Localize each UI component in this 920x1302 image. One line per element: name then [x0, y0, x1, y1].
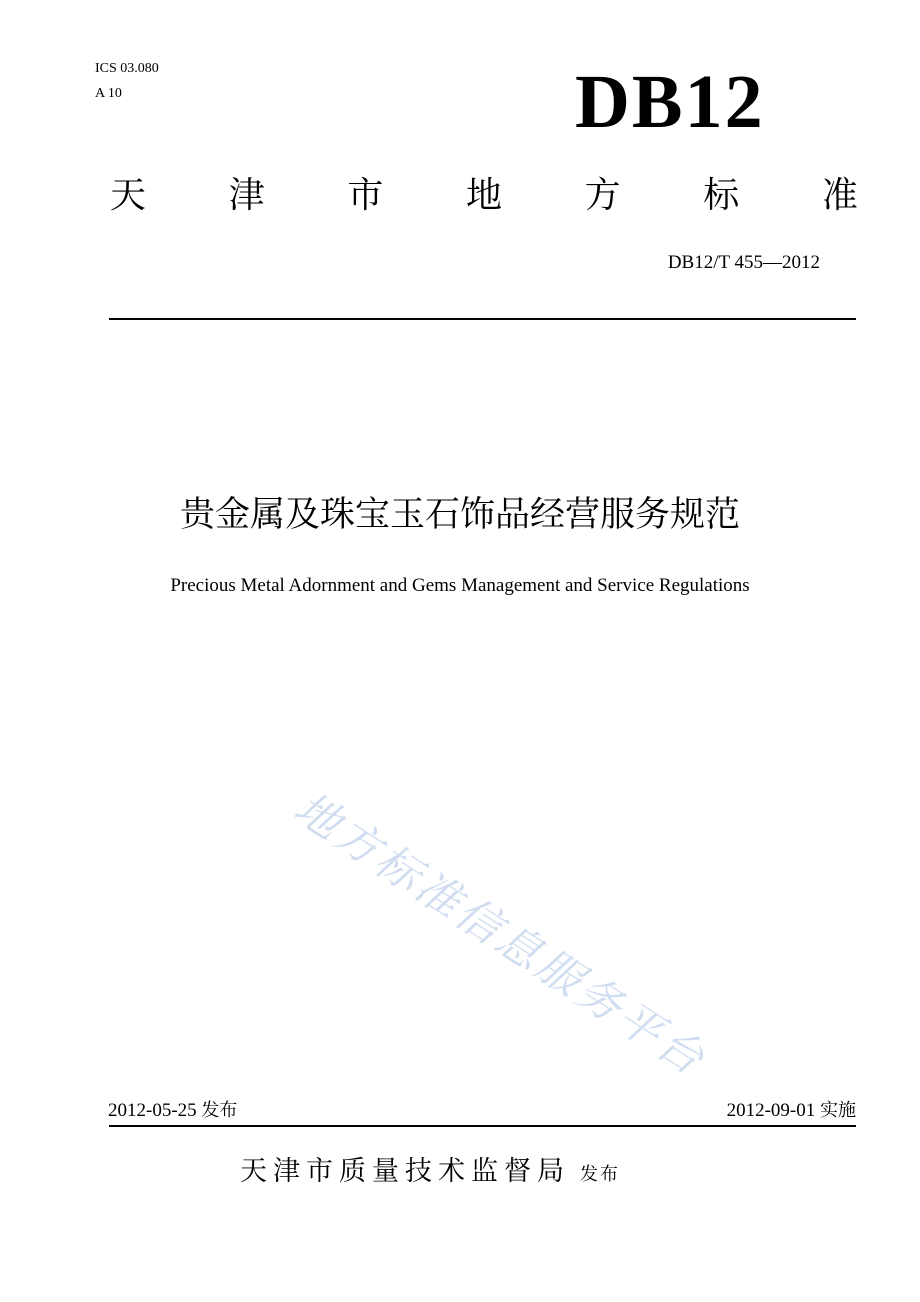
ccs-code: A 10 — [95, 86, 122, 101]
standard-type-char: 方 — [584, 175, 621, 216]
standard-type-char: 津 — [228, 175, 265, 216]
standard-type-char: 市 — [347, 175, 384, 216]
issuer-line — [240, 1150, 740, 1194]
standard-number: DB12/T 455—2012 — [667, 252, 820, 273]
standard-type-char: 准 — [821, 175, 858, 216]
title-english: Precious Metal Adornment and Gems Management and Service Regulations — [170, 575, 750, 596]
issue-label: 发布 — [201, 1100, 238, 1121]
header-divider — [109, 318, 856, 320]
standard-type-char: 标 — [703, 175, 740, 216]
standard-type-heading — [110, 168, 858, 224]
title-chinese: 贵金属及珠宝玉石饰品经营服务规范 — [179, 495, 740, 535]
watermark: 地方标准信息服务平台 — [285, 782, 716, 1087]
issue-date-value: 2012-05-25 — [108, 1100, 197, 1121]
implementation-date — [596, 1098, 856, 1124]
footer-divider — [109, 1125, 856, 1127]
standard-type-char: 天 — [110, 175, 147, 216]
ics-code: ICS 03.080 — [95, 61, 159, 76]
db-code-logo: DB12 — [575, 60, 765, 144]
issuer-suffix: 发布 — [580, 1164, 620, 1185]
issue-date — [108, 1098, 368, 1124]
standard-type-char: 地 — [465, 175, 502, 216]
implementation-label: 实施 — [820, 1100, 856, 1121]
issuer-name: 天津市质量技术监督局 — [240, 1156, 570, 1187]
implementation-date-value: 2012-09-01 — [726, 1100, 816, 1121]
